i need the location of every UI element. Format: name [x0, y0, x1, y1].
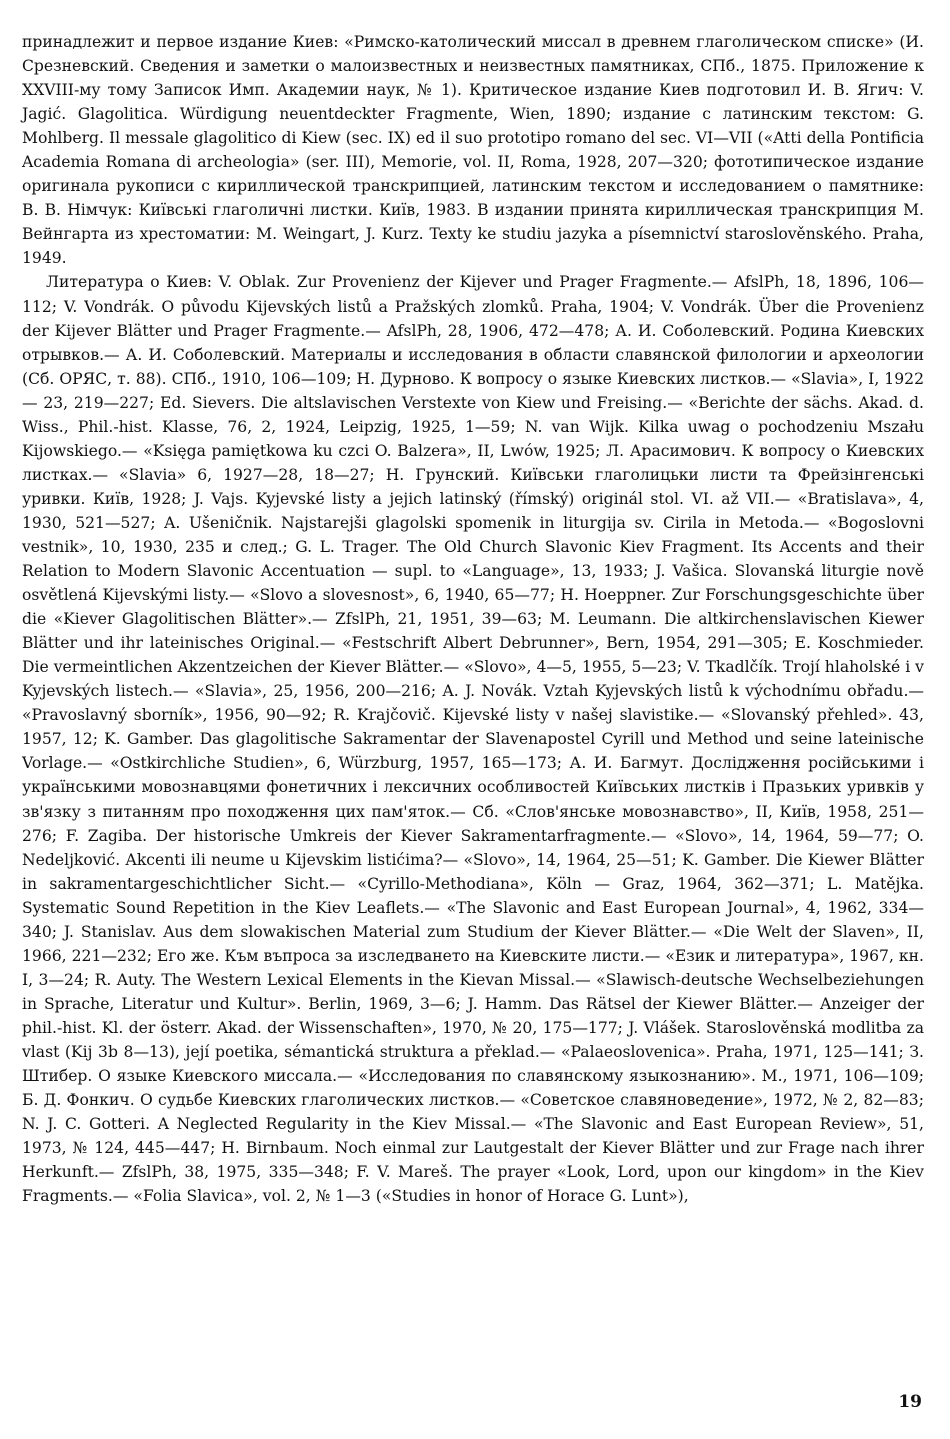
page-body	[22, 30, 924, 1208]
paragraph-edition: принадлежит и первое издание Киев: «Римско-католический миссал в древнем глаголическом списке» (И. Срезневский. Сведения и заметки о малоизвестных и неизвестных памятниках, СПб., 1875. Приложение к XXVIII-му тому Записок Имп. Академии наук, № 1). Критическое издание Киев подготовил И. В. Ягич: V. Jagić. Glagolitica. Würdigung neuentdeckter Fragmente, Wien, 1890; издание с латинским текстом: G. Mohlberg. Il messale glagolitico di Kiew (sec. IX) ed il suo prototipo romano del sec. VI—VII («Atti della Pontificia Academia Romana di archeologia» (ser. III), Memorie, vol. II, Roma, 1928, 207—320; фототипическое издание оригинала рукописи с кириллической транскрипцией, латинским текстом и исследованием о памятнике: В. В. Німчук: Київські глаголичні листки. Київ, 1983. В издании принята кириллическая транскрипция М. Вейнгарта из хрестоматии: M. Weingart, J. Kurz. Texty ke studiu jazyka a písemnictví staroslověnského. Praha, 1949.	[22, 33, 924, 268]
paragraph-literature: Литература о Киев: V. Oblak. Zur Provenienz der Kijever und Prager Fragmente.— AfslPh, 18, 1896, 106—112; V. Vondrák. O původu Kijevských listů a Pražských zlomků. Praha, 1904; V. Vondrák. Über die Provenienz der Kijever Blätter und Prager Fragmente.— AfslPh, 28, 1906, 472—478; А. И. Соболевский. Родина Киевских отрывков.— А. И. Соболевский. Материалы и исследования в области славянской филологии и археологии (Сб. ОРЯС, т. 88). СПб., 1910, 106—109; Н. Дурново. К вопросу о языке Киевских листков.— «Slavia», I, 1922 — 23, 219—227; Ed. Sievers. Die altslavischen Verstexte von Kiew und Freising.— «Berichte der sächs. Akad. d. Wiss., Phil.-hist. Klasse, 76, 2, 1924, Leipzig, 1925, 1—59; N. van Wijk. Kilka uwag o pochodzeniu Mszału Kijowskiego.— «Księga pamiętkowa ku czci O. Balzera», II, Lwów, 1925; Л. Арасимович. К вопросу о Киевских листках.— «Slavia» 6, 1927—28, 18—27; Н. Грунский. Київськи глаголицьки листи та Фрейзінгенські уривки. Київ, 1928; J. Vajs. Kyjevské listy a jejich latinský (římský) originál stol. VI. až VII.— «Bratislava», 4, 1930, 521—527; A. Ušeničnik. Najstarejši glagolski spomenik in liturgija sv. Cirila in Metoda.— «Bogoslovni vestnik», 10, 1930, 235 и след.; G. L. Trager. The Old Church Slavonic Kiev Fragment. Its Accents and their Relation to Modern Slavonic Accentuation — supl. to «Language», 13, 1933; J. Vašica. Slovanská liturgie nově osvětlená Kijevskými listy.— «Slovo a slovesnost», 6, 1940, 65—77; H. Hoeppner. Zur Forschungsgeschichte über die «Kiever Glagolitischen Blätter».— ZfslPh, 21, 1951, 39—63; M. Leumann. Die altkirchenslavischen Kiewer Blätter und ihr lateinisches Original.— «Festschrift Albert Debrunner», Bern, 1954, 291—305; E. Koschmieder. Die vermeintlichen Akzentzeichen der Kiever Blätter.— «Slovo», 4—5, 1955, 5—23; V. Tkadlčík. Trojí hlaholské i v Kyjevských listech.— «Slavia», 25, 1956, 200—216; A. J. Novák. Vztah Kyjevských listů k východnímu obřadu.— «Pravoslavný sborník», 1956, 90—92; R. Krajčovič. Kijevské listy v našej slavistike.— «Slovanský přehled». 43, 1957, 12; K. Gamber. Das glagolitische Sakramentar der Slavenapostel Cyrill und Method und seine lateinische Vorlage.— «Ostkirchliche Studien», 6, Würzburg, 1957, 165—173; А. И. Багмут. Дослідження російськими і українськими мовознавцями фонетичних і лексичних особливостей Київських листків і Празьких уривків у зв'язку з питанням про походження цих пам'яток.— Сб. «Слов'янське мовознавство», II, Київ, 1958, 251—276; F. Zagiba. Der historische Umkreis der Kiever Sakramentarfragmente.— «Slovo», 14, 1964, 59—77; O. Nedeljković. Akcenti ili neume u Kijevskim listićima?— «Slovo», 14, 1964, 25—51; K. Gamber. Die Kiewer Blätter in sakramentargeschichtlicher Sicht.— «Cyrillo-Methodiana», Köln — Graz, 1964, 362—371; L. Matějka. Systematic Sound Repetition in the Kiev Leaflets.— «The Slavonic and East European Journal», 4, 1962, 334—340; J. Stanislav. Aus dem slowakischen Material zum Studium der Kiever Blätter.— «Die Welt der Slaven», II, 1966, 221—232; Его же. Към въпроса за изследването на Киевските листи.— «Език и литература», 1967, кн. I, 3—24; R. Auty. The Western Lexical Elements in the Kievan Missal.— «Slawisch-deutsche Wechselbeziehungen in Sprache, Literatur und Kultur». Berlin, 1969, 3—6; J. Hamm. Das Rätsel der Kiewer Blätter.— Anzeiger der phil.-hist. Kl. der österr. Akad. der Wissenschaften», 1970, № 20, 175—177; J. Vlášek. Staroslověnská modlitba za vlast (Kij 3b 8—13), její poetika, sémantická struktura a překlad.— «Palaeoslovenica». Praha, 1971, 125—141; З. Штибер. О языке Киевского миссала.— «Исследования по славянскому языкознанию». М., 1971, 106—109; Б. Д. Фонкич. О судьбе Киевских глаголических листков.— «Советское славяноведение», 1972, № 2, 82—83; N. J. C. Gotteri. A Neglected Regularity in the Kiev Missal.— «The Slavonic and East European Review», 51, 1973, № 124, 445—447; H. Birnbaum. Noch einmal zur Lautgestalt der Kiever Blätter und zur Frage nach ihrer Herkunft.— ZfslPh, 38, 1975, 335—348; F. V. Mareš. The prayer «Look, Lord, upon our kingdom» in the Kiev Fragments.— «Folia Slavica», vol. 2, № 1—3 («Studies in honor of Horace G. Lunt»),	[22, 273, 924, 1206]
page-number: 19	[898, 1392, 922, 1412]
